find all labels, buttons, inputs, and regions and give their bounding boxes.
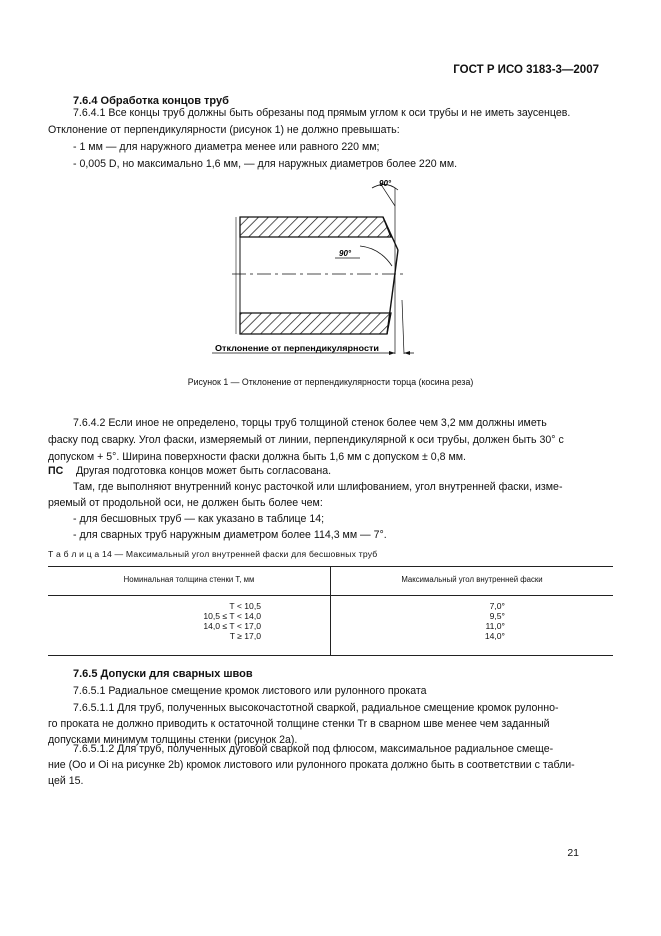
paragraph-cone-line1: Там, где выполняют внутренний конус расточкой или шлифованием, угол внутренней фаски, изме- — [73, 481, 563, 493]
paragraph-7-6-4-2-line1: 7.6.4.2 Если иное не определено, торцы труб толщиной стенок более чем 3,2 мм должны иметь — [73, 417, 547, 429]
table-cell-thickness: 10,5 ≤ T < 14,0 — [203, 611, 261, 621]
paragraph-7-6-4-2-line3: допуском + 5°. Ширина поверхности фаски должна быть 1,6 мм с допуском ± 0,8 мм. — [48, 451, 466, 463]
table-cell-angle: 14,0° — [484, 631, 505, 641]
paragraph-7-6-5-1: 7.6.5.1 Радиальное смещение кромок листового или рулонного проката — [73, 685, 427, 697]
table-14 — [48, 566, 613, 656]
table-14-title: Т а б л и ц а 14 — Максимальный угол внутренней фаски для бесшовных труб — [48, 549, 378, 559]
figure-1-drawing — [200, 170, 440, 370]
table-cell-angle: 11,0° — [485, 621, 505, 631]
angle-label-top: 90° — [379, 179, 392, 188]
paragraph-7-6-4-1-line2: Отклонение от перпендикулярности (рисунок 1) не должно превышать: — [48, 124, 400, 136]
arrow-right — [389, 351, 395, 355]
paragraph-7-6-5-1-1-line2: го проката не должно приводить к остаточной толщине стенки Tr в сварном шве менее чем заданный — [48, 718, 550, 730]
page-number: 21 — [567, 847, 579, 859]
standard-header: ГОСТ Р ИСО 3183-3—2007 — [453, 64, 599, 76]
section-title-7-6-4: 7.6.4 Обработка концов труб — [73, 95, 229, 107]
ps-text: Другая подготовка концов может быть согласована. — [76, 465, 332, 477]
angle-label-inner: 90° — [339, 249, 352, 258]
table-cell-thickness: T < 10,5 — [229, 601, 261, 611]
bullet-item: - для бесшовных труб — как указано в таблице 14; — [73, 513, 325, 525]
deviation-extension — [402, 300, 404, 354]
table-header-thickness: Номинальная толщина стенки T, мм — [123, 575, 255, 584]
table-cell-angle: 9,5° — [489, 611, 505, 621]
bullet-item: - 1 мм — для наружного диаметра менее или равного 220 мм; — [73, 141, 380, 153]
table-cell-angle: 7,0° — [489, 601, 505, 611]
ps-label: ПС — [48, 465, 64, 477]
pipe-wall-bottom — [240, 313, 391, 334]
end-face — [387, 250, 398, 334]
table-cell-thickness: 14,0 ≤ T < 17,0 — [203, 621, 261, 631]
section-title-7-6-5: 7.6.5 Допуски для сварных швов — [73, 668, 253, 680]
angle-arc-inner — [360, 246, 392, 266]
pipe-wall-top — [240, 217, 391, 237]
paragraph-7-6-5-1-1-line3: допусками минимум толщины стенки (рисунок 2а). — [48, 734, 298, 746]
figure-1-caption: Рисунок 1 — Отклонение от перпендикулярности торца (косина реза) — [187, 377, 474, 387]
paragraph-7-6-5-1-2-line3: цей 15. — [48, 775, 84, 787]
paragraph-7-6-5-1-1-line1: 7.6.5.1.1 Для труб, полученных высокочастотной сваркой, радиальное смещение кромок рулонно- — [73, 702, 559, 714]
deviation-label: Отклонение от перпендикулярности — [215, 343, 379, 353]
table-cell-thickness: T ≥ 17,0 — [229, 631, 261, 641]
table-header-angle: Максимальный угол внутренней фаски — [401, 575, 543, 584]
bullet-item: - 0,005 D, но максимально 1,6 мм, — для наружных диаметров более 220 мм. — [73, 158, 458, 170]
paragraph-7-6-4-2-line2: фаску под сварку. Угол фаски, измеряемый от линии, перпендикулярной к оси трубы, должен быть 30° с — [48, 434, 564, 446]
bullet-item: - для сварных труб наружным диаметром более 114,3 мм — 7°. — [73, 529, 387, 541]
paragraph-7-6-5-1-2-line1: 7.6.5.1.2 Для труб, полученных дуговой сваркой под флюсом, максимальное радиальное смеще- — [73, 743, 554, 755]
paragraph-7-6-5-1-2-line2: ние (Oo и Oi на рисунке 2b) кромок листового или рулонного проката должно быть в соответствии с табли- — [48, 759, 575, 771]
paragraph-7-6-4-1-line1: 7.6.4.1 Все концы труб должны быть обрезаны под прямым углом к оси трубы и не иметь заусенцев. — [73, 107, 571, 119]
paragraph-cone-line2: ряемый от продольной оси, не должен быть более чем: — [48, 497, 323, 509]
